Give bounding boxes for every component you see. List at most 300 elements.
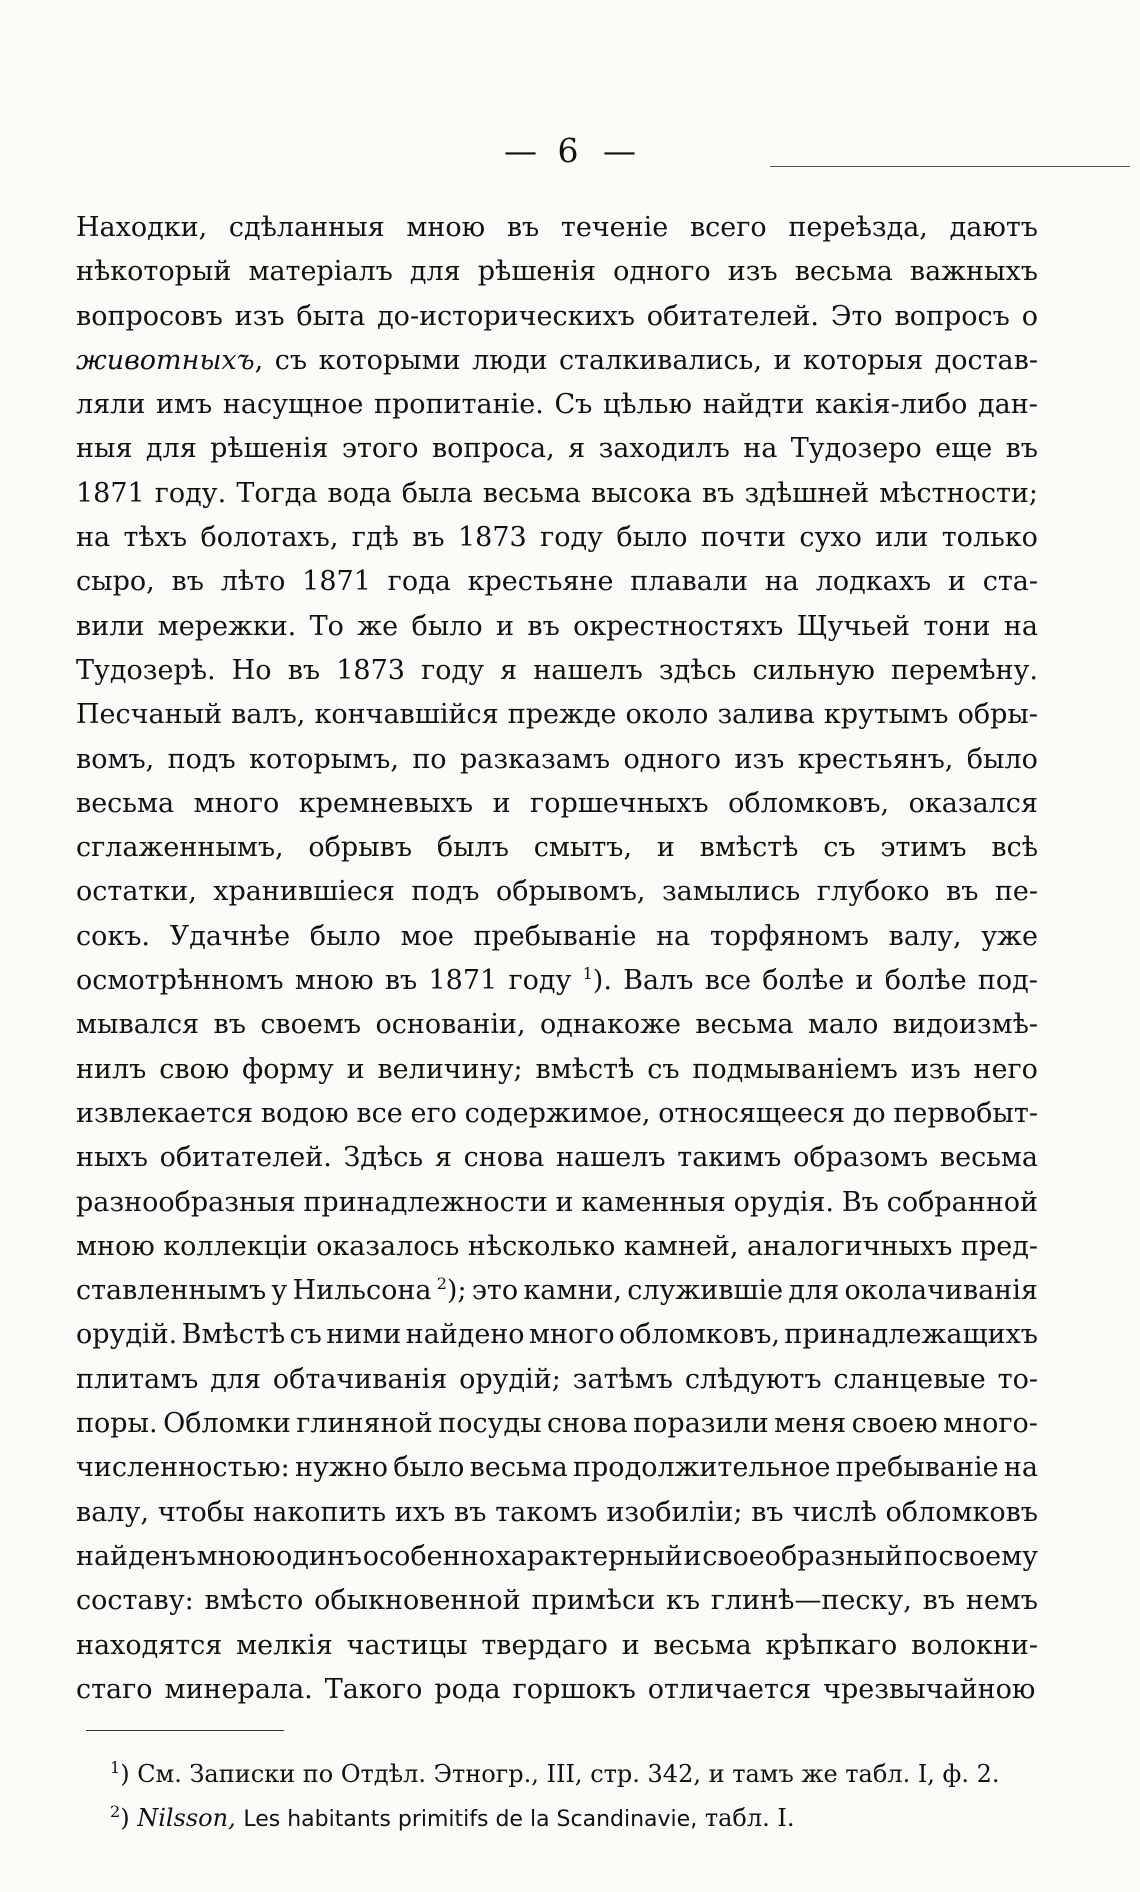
text-line <box>76 782 1038 826</box>
word: на <box>1003 1452 1038 1484</box>
word: для <box>210 1363 262 1395</box>
word: стаго <box>76 1673 153 1705</box>
word: у <box>271 1275 288 1307</box>
word: и <box>555 1186 574 1218</box>
text-line <box>76 1136 1038 1180</box>
word: орудія. <box>733 1186 834 1218</box>
word: характерный <box>495 1540 683 1572</box>
word: Песчаный <box>76 699 223 731</box>
word: мережки. <box>157 610 297 642</box>
word: 1873 <box>336 654 405 686</box>
word: немъ <box>965 1585 1038 1617</box>
word: ста- <box>982 566 1038 598</box>
word: болѣе <box>884 965 967 997</box>
word: и <box>492 787 511 819</box>
word: Валъ <box>623 965 694 997</box>
word: $^2$); <box>436 1274 467 1307</box>
word: валъ, <box>231 699 306 731</box>
text-line <box>76 605 1038 649</box>
word: которымъ, <box>249 743 399 775</box>
word: для <box>409 256 461 288</box>
word: я <box>434 1142 452 1174</box>
word: оказался <box>908 787 1038 819</box>
word: было <box>309 920 381 952</box>
word: люди <box>472 344 548 376</box>
word: вопросовъ <box>76 300 223 332</box>
text-line <box>76 516 1038 560</box>
word: же <box>357 610 399 642</box>
word: по <box>903 1540 938 1572</box>
word: и <box>496 610 515 642</box>
word: животныхъ, <box>76 344 264 376</box>
footnotes <box>110 1752 1038 1840</box>
page-number: 6 <box>557 131 579 170</box>
word: въ <box>527 610 560 642</box>
word: до <box>852 1097 886 1129</box>
word: какія-либо <box>815 389 968 421</box>
word: нѣкоторый <box>76 256 232 288</box>
word: валу, <box>76 1496 149 1528</box>
word: на <box>764 566 799 598</box>
footnote-author: Nilsson, <box>137 1804 236 1832</box>
word: относящееся <box>658 1097 846 1129</box>
word: на <box>743 433 778 465</box>
word: много <box>193 787 280 819</box>
text-line <box>76 1048 1038 1092</box>
text-line <box>76 560 1038 604</box>
word: весьма <box>482 477 581 509</box>
word: посуды <box>438 1408 542 1440</box>
word: осмотрѣнномъ <box>76 965 284 997</box>
word: этого <box>341 433 419 465</box>
word: даютъ <box>949 212 1038 243</box>
word: тони <box>923 610 991 642</box>
word: форму <box>242 1053 334 1085</box>
word: крѣпкаго <box>765 1629 898 1661</box>
word: Тудозерѣ. <box>76 654 216 686</box>
word: году <box>508 965 572 997</box>
word: въ <box>1005 433 1038 465</box>
word: по <box>412 743 447 775</box>
word: ними <box>326 1319 402 1351</box>
word: обыкновенной <box>314 1585 521 1617</box>
word: весьма <box>653 1629 752 1661</box>
word: чтобы <box>157 1496 245 1528</box>
word: особенно <box>362 1540 495 1572</box>
word: вопросъ <box>894 300 1010 332</box>
word: числѣ <box>792 1496 877 1528</box>
word: вмѣстѣ <box>699 832 799 864</box>
word: камней, <box>623 1230 739 1262</box>
word: обитателей. <box>159 1142 332 1174</box>
word: смытъ, <box>533 832 633 864</box>
word: году. <box>154 477 227 509</box>
word: замылись <box>661 876 801 908</box>
word: такимъ <box>677 1142 782 1174</box>
word: мелкія <box>236 1629 333 1661</box>
word: здѣшней <box>744 477 870 509</box>
word: къ <box>665 1585 701 1617</box>
word: цѣлью <box>603 389 693 421</box>
word: величину; <box>377 1053 523 1085</box>
word: достав- <box>934 344 1038 376</box>
word: рѣшенія <box>477 256 597 288</box>
word: такомъ <box>495 1496 598 1528</box>
word: сталкивались, <box>558 344 762 376</box>
word: на <box>1003 610 1038 642</box>
word: была <box>401 477 473 509</box>
text-line <box>76 1181 1038 1225</box>
word: тѣхъ <box>123 522 188 554</box>
word: всего <box>689 212 767 243</box>
word: вопроса, <box>431 433 555 465</box>
word: него <box>973 1053 1038 1085</box>
text-line <box>76 1358 1038 1402</box>
word: почти <box>700 522 786 554</box>
word: изъ <box>734 743 785 775</box>
footnote-marker-2: 2 <box>110 1802 121 1821</box>
word: пропитаніе. <box>374 389 544 421</box>
word: видоизмѣ- <box>892 1009 1038 1041</box>
word: я <box>500 654 518 686</box>
text-line <box>76 1225 1038 1269</box>
text-line <box>76 1092 1038 1136</box>
word: своему <box>938 1540 1038 1572</box>
word: нашелъ <box>533 654 643 686</box>
word: разнообразныя <box>76 1186 296 1218</box>
word: продолжительное <box>573 1452 831 1484</box>
word: и <box>855 965 874 997</box>
word: Тогда <box>236 477 318 509</box>
word: торфяномъ <box>709 920 869 952</box>
word: камни, <box>523 1275 622 1307</box>
word: поры. <box>76 1408 158 1440</box>
word: сильную <box>752 654 875 686</box>
word: нилъ <box>76 1053 147 1085</box>
word: быта <box>296 300 366 332</box>
text-line <box>76 1313 1038 1357</box>
word: обры- <box>957 699 1038 731</box>
word: рода <box>434 1673 501 1705</box>
word: въ <box>384 965 418 997</box>
word: горшокъ <box>512 1673 636 1705</box>
word: весьма <box>76 787 175 819</box>
word: обломковъ <box>885 1496 1038 1528</box>
text-line <box>76 1491 1038 1535</box>
word: пребываніе <box>835 1452 999 1484</box>
word: и <box>773 344 792 376</box>
word: ныхъ <box>76 1142 148 1174</box>
word: чрезвычайною <box>823 1673 1036 1705</box>
word: или <box>875 522 929 554</box>
text-line <box>76 295 1038 339</box>
word: глубоко <box>816 876 930 908</box>
word: изобиліи; <box>606 1496 743 1528</box>
word: мною <box>406 212 486 243</box>
word: до-историческихъ <box>377 300 635 332</box>
word: плавали <box>630 566 748 598</box>
text-line <box>76 826 1038 870</box>
word: весьма <box>469 1452 568 1484</box>
word: и <box>947 566 966 598</box>
word: горшечныхъ <box>530 787 709 819</box>
word: мною <box>76 1230 155 1262</box>
word: вомъ, <box>76 743 155 775</box>
word: Находки, <box>76 212 208 243</box>
text-line <box>76 206 1038 250</box>
word: я <box>568 433 586 465</box>
word: вода <box>327 477 392 509</box>
word: пред- <box>960 1230 1038 1262</box>
word: своею <box>851 1408 938 1440</box>
word: обломковъ, <box>728 787 890 819</box>
footnote-rule <box>86 1730 284 1731</box>
word: 1871 <box>76 477 145 509</box>
footnote-text: См. Записки по Отдѣл. Этногр., III, стр. 342, и тамъ же табл. I, ф. 2. <box>137 1760 1000 1788</box>
word: сухо <box>799 522 862 554</box>
word: въ <box>454 1496 487 1528</box>
word: найдти <box>702 389 805 421</box>
word: обтачиванія <box>272 1363 448 1395</box>
word: Такого <box>324 1673 423 1705</box>
word: найдено <box>405 1319 525 1351</box>
word: въ <box>412 522 445 554</box>
word: прежде <box>507 699 617 731</box>
word: все <box>356 1097 403 1129</box>
word: частицы <box>346 1629 468 1661</box>
word: весьма <box>695 1009 794 1041</box>
word: извлекается <box>76 1097 254 1129</box>
word: то- <box>997 1363 1038 1395</box>
word: 1871 <box>428 965 498 997</box>
word: году <box>540 522 604 554</box>
word: валу, <box>888 920 962 952</box>
word: и <box>683 1540 702 1572</box>
word: своеобразный <box>702 1540 903 1572</box>
text-line <box>76 383 1038 427</box>
word: въ <box>751 1496 784 1528</box>
word: под- <box>977 965 1038 997</box>
word: То <box>309 610 344 642</box>
word: Нильсона <box>292 1275 432 1307</box>
word: имъ <box>156 389 213 421</box>
word: всѣ <box>991 832 1038 864</box>
header-dash-right: — <box>603 131 636 170</box>
word: вили <box>76 610 145 642</box>
word: и <box>346 1053 365 1085</box>
word: затѣмъ <box>572 1363 673 1395</box>
word: изъ <box>910 1053 961 1085</box>
text-line <box>76 250 1038 294</box>
text-line <box>76 427 1038 471</box>
word: подмываніемъ <box>692 1053 898 1085</box>
word: 1871 <box>302 566 371 598</box>
word: однакоже <box>540 1009 681 1041</box>
word: аналогичныхъ <box>746 1230 953 1262</box>
word: сглаженнымъ, <box>76 832 284 864</box>
word: и <box>656 832 675 864</box>
text-line <box>76 472 1038 516</box>
word: было <box>966 743 1038 775</box>
word: Щучьей <box>796 610 910 642</box>
word: этимъ <box>880 832 967 864</box>
word: оказалось <box>316 1230 460 1262</box>
word: подъ <box>167 743 236 775</box>
word: еще <box>935 433 993 465</box>
text-line <box>76 1402 1038 1446</box>
word: подъ <box>411 876 480 908</box>
word: разказамъ <box>459 743 611 775</box>
word: плитамъ <box>76 1363 199 1395</box>
word: сланцевые <box>833 1363 986 1395</box>
word: минерала. <box>164 1673 313 1705</box>
word: принадлежащихъ <box>784 1319 1038 1351</box>
text-line <box>76 1579 1038 1623</box>
word: залива <box>717 699 815 731</box>
word: нашелъ <box>556 1142 666 1174</box>
text-line <box>76 1535 1038 1579</box>
word: Въ <box>841 1186 879 1218</box>
word: Обломки <box>163 1408 291 1440</box>
word: нѣсколько <box>467 1230 616 1262</box>
word: каменныя <box>581 1186 726 1218</box>
word: высока <box>590 477 692 509</box>
word: ныя <box>76 433 133 465</box>
word: мною <box>294 965 374 997</box>
word: основаніи, <box>375 1009 526 1041</box>
word: нужно <box>294 1452 388 1484</box>
word: перемѣну. <box>891 654 1038 686</box>
word: мало <box>807 1009 879 1041</box>
word: переѣзда, <box>788 212 928 243</box>
word: для <box>145 433 197 465</box>
word: которыми <box>318 344 461 376</box>
word: было <box>393 1452 465 1484</box>
word: мѣстности; <box>879 477 1038 509</box>
text-line <box>76 959 1038 1003</box>
body-text <box>76 206 1038 1712</box>
word: пе- <box>994 876 1038 908</box>
word: накопить <box>253 1496 387 1528</box>
word: для <box>788 1275 840 1307</box>
word: глинѣ—песку, <box>710 1585 912 1617</box>
footnote-title: Les habitants primitifs de la Scandinavie, <box>243 1807 698 1832</box>
word: служившіе <box>627 1275 784 1307</box>
word: пребываніе <box>473 920 637 952</box>
word: орудій. <box>76 1319 178 1351</box>
word: сыро, <box>76 566 155 598</box>
word: 1873 <box>458 522 527 554</box>
word: водою <box>260 1097 349 1129</box>
word: много- <box>943 1408 1038 1440</box>
word: гдѣ <box>351 522 399 554</box>
word: слѣдуютъ <box>684 1363 822 1395</box>
word: волокни- <box>911 1629 1038 1661</box>
word: о <box>1021 300 1038 332</box>
word: Съ <box>554 389 593 421</box>
word: поразили <box>633 1408 769 1440</box>
word: дан- <box>978 389 1038 421</box>
word: обитателей. <box>646 300 819 332</box>
word: около <box>625 699 709 731</box>
text-line <box>76 1668 1038 1712</box>
word: Удачнѣе <box>169 920 291 952</box>
header-dash-left: — <box>504 131 537 170</box>
word: много <box>528 1319 615 1351</box>
word: $^1$). <box>582 964 612 997</box>
word: въ <box>287 654 321 686</box>
word: глиняной <box>296 1408 433 1440</box>
word: меня <box>774 1408 847 1440</box>
word: болотахъ, <box>200 522 339 554</box>
text-line <box>76 870 1038 914</box>
word: изъ <box>727 256 778 288</box>
word: было <box>411 610 483 642</box>
word: съ <box>289 1319 322 1351</box>
word: ляли <box>76 389 146 421</box>
header-rule <box>770 166 1130 167</box>
word: кремневыхъ <box>298 787 474 819</box>
word: это <box>471 1275 519 1307</box>
word: первобыт- <box>893 1097 1038 1129</box>
word: Вмѣстѣ <box>181 1319 286 1351</box>
word: изъ <box>234 300 285 332</box>
word: находятся <box>76 1629 223 1661</box>
word: мое <box>400 920 454 952</box>
text-line <box>76 649 1038 693</box>
word: содержимое, <box>464 1097 651 1129</box>
word: мною <box>196 1540 276 1572</box>
word: уже <box>981 920 1038 952</box>
word: образомъ <box>793 1142 929 1174</box>
word: въ <box>946 876 979 908</box>
text-line <box>76 915 1038 959</box>
word: одинъ <box>276 1540 363 1572</box>
word: въ <box>213 1009 246 1041</box>
word: все <box>704 965 752 997</box>
word: околачиванія <box>844 1275 1038 1307</box>
word: свою <box>159 1053 230 1085</box>
word: въ <box>702 477 735 509</box>
word: окрестностяхъ <box>573 610 784 642</box>
word: обрывъ <box>308 832 413 864</box>
word: орудій; <box>459 1363 561 1395</box>
word: которыя <box>802 344 924 376</box>
word: Тудозеро <box>790 433 922 465</box>
word: обломковъ, <box>619 1319 781 1351</box>
word: отличается <box>647 1673 812 1705</box>
word: твердаго <box>481 1629 608 1661</box>
word: рѣшенія <box>210 433 329 465</box>
word: Это <box>830 300 883 332</box>
word: лѣто <box>220 566 286 598</box>
word: вмѣстѣ <box>535 1053 635 1085</box>
word: сдѣланныя <box>228 212 385 243</box>
word: ихъ <box>394 1496 446 1528</box>
word: снова <box>547 1408 628 1440</box>
word: былъ <box>436 832 509 864</box>
text-line <box>76 1446 1038 1490</box>
text-line <box>76 1624 1038 1668</box>
word: найденъ <box>76 1540 196 1572</box>
word: примѣси <box>531 1585 656 1617</box>
word: одного <box>623 743 721 775</box>
word: матеріалъ <box>248 256 393 288</box>
word: лодкахъ <box>815 566 932 598</box>
word: только <box>941 522 1038 554</box>
word: крутымъ <box>823 699 949 731</box>
word: собранной <box>886 1186 1038 1218</box>
